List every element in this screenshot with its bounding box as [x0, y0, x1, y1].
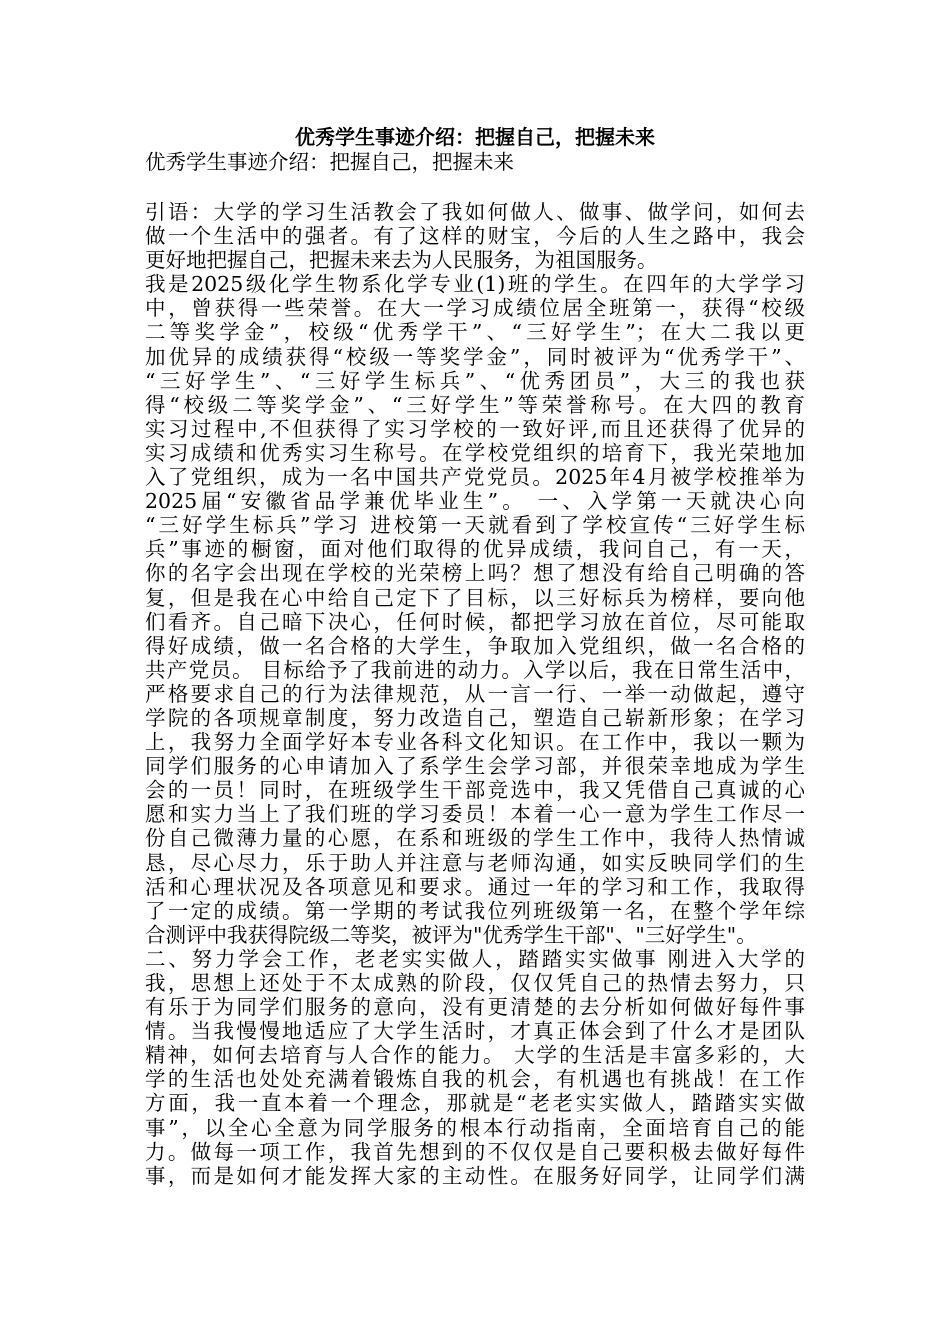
body-line: 更好地把握自己，把握未来去为人民服务，为祖国服务。 — [145, 248, 658, 273]
body-line: 实习成绩和优秀实习生称号。在学校党组织的培育下，我光荣地加 — [145, 440, 805, 465]
body-line: 做一个生活中的强者。有了这样的财宝，今后的人生之路中，我会 — [145, 224, 805, 249]
body-line: 我，思想上还处于不太成熟的阶段，仅仅凭自己的热情去努力，只 — [145, 971, 805, 995]
body-line: 同学们服务的心申请加入了系学生会学习部，并很荣幸地成为学生 — [145, 754, 805, 779]
body-line: 们看齐。自己暗下决心，任何时候，都把学习放在首位，尽可能取 — [145, 609, 805, 634]
body-line: 学的生活也处处充满着锻炼自我的机会，有机遇也有挑战！在工作 — [145, 1067, 805, 1092]
body-line: 份自己微薄力量的心愿，在系和班级的学生工作中，我待人热情诚 — [145, 826, 805, 851]
body-line: 力。做每一项工作，我首先想到的不仅仅是自己要积极去做好每件 — [145, 1139, 805, 1164]
body-line: 你的名字会出现在学校的光荣榜上吗？想了想没有给自己明确的答 — [145, 561, 805, 586]
document-title: 优秀学生事迹介绍：把握自己，把握未来 — [295, 125, 655, 149]
body-line: 有乐于为同学们服务的意向，没有更清楚的去分析如何做好每件事 — [145, 995, 805, 1020]
body-line: 中，曾获得一些荣誉。在大一学习成绩位居全班第一，获得“校级 — [145, 296, 805, 321]
body-line: 恳，尽心尽力，乐于助人并注意与老师沟通，如实反映同学们的生 — [145, 850, 805, 875]
body-line: 严格要求自己的行为法律规范，从一言一行、一举一动做起，遵守 — [145, 681, 805, 706]
body-line: 事，而是如何才能发挥大家的主动性。在服务好同学，让同学们满 — [145, 1163, 805, 1188]
body-line: 事”，以全心全意为同学服务的根本行动指南，全面培育自己的能 — [145, 1115, 805, 1140]
body-line: 共产党员。 目标给予了我前进的动力。入学以后，我在日常生活中， — [145, 657, 805, 682]
body-line: 加优异的成绩获得“校级一等奖学金”，同时被评为“优秀学干”、 — [145, 344, 805, 369]
body-line: 会的一员！同时，在班级学生干部竞选中，我又凭借自己真诚的心 — [145, 778, 805, 803]
body-line: 情。当我慢慢地适应了大学生活时，才真正体会到了什么才是团队 — [145, 1019, 805, 1044]
body-line: 入了党组织，成为一名中国共产党党员。2025年4月被学校推举为 — [145, 465, 805, 490]
body-line: 复，但是我在心中给自己定下了目标，以三好标兵为榜样，要向他 — [145, 585, 805, 610]
body-line: 方面，我一直本着一个理念，那就是“老老实实做人，踏踏实实做 — [145, 1091, 805, 1116]
body-line: 活和心理状况及各项意见和要求。通过一年的学习和工作，我取得 — [145, 874, 805, 899]
body-line: “三好学生”、“三好学生标兵”、“优秀团员”，大三的我也获 — [145, 368, 805, 393]
body-line: 2025届“安徽省品学兼优毕业生”。 一、入学第一天就决心向 — [145, 489, 805, 514]
body-line: 二等奖学金”，校级“优秀学干”、“三好学生”；在大二我以更 — [145, 320, 805, 345]
body-line: 合测评中我获得院级二等奖，被评为"优秀学生干部"、"三好学生"。 — [145, 922, 757, 947]
document-body — [145, 200, 805, 1188]
body-line: “三好学生标兵”学习 进校第一天就看到了学校宣传“三好学生标 — [145, 513, 805, 538]
body-line: 二、努力学会工作，老老实实做人，踏踏实实做事 刚进入大学的 — [145, 946, 805, 971]
body-line: 学院的各项规章制度，努力改造自己，塑造自己崭新形象；在学习 — [145, 705, 805, 730]
body-line: 兵”事迹的橱窗，面对他们取得的优异成绩，我问自己，有一天， — [145, 537, 805, 562]
body-line: 愿和实力当上了我们班的学习委员！本着一心一意为学生工作尽一 — [145, 802, 805, 827]
body-line: 实习过程中,不但获得了实习学校的一致好评,而且还获得了优异的 — [145, 416, 805, 441]
body-line: 上，我努力全面学好本专业各科文化知识。在工作中，我以一颗为 — [145, 730, 805, 755]
body-line: 了一定的成绩。第一学期的考试我位列班级第一名，在整个学年综 — [145, 898, 805, 923]
body-line: 引语：大学的学习生活教会了我如何做人、做事、做学问，如何去 — [145, 200, 805, 224]
document-subtitle: 优秀学生事迹介绍：把握自己，把握未来 — [145, 150, 514, 174]
body-line: 精神，如何去培育与人合作的能力。 大学的生活是丰富多彩的，大 — [145, 1043, 805, 1068]
body-line: 得“校级二等奖学金”、“三好学生”等荣誉称号。在大四的教育 — [145, 392, 805, 417]
body-line: 我是2025级化学生物系化学专业(1)班的学生。在四年的大学学习 — [145, 272, 805, 297]
body-line: 得好成绩，做一名合格的大学生，争取加入党组织，做一名合格的 — [145, 633, 805, 658]
